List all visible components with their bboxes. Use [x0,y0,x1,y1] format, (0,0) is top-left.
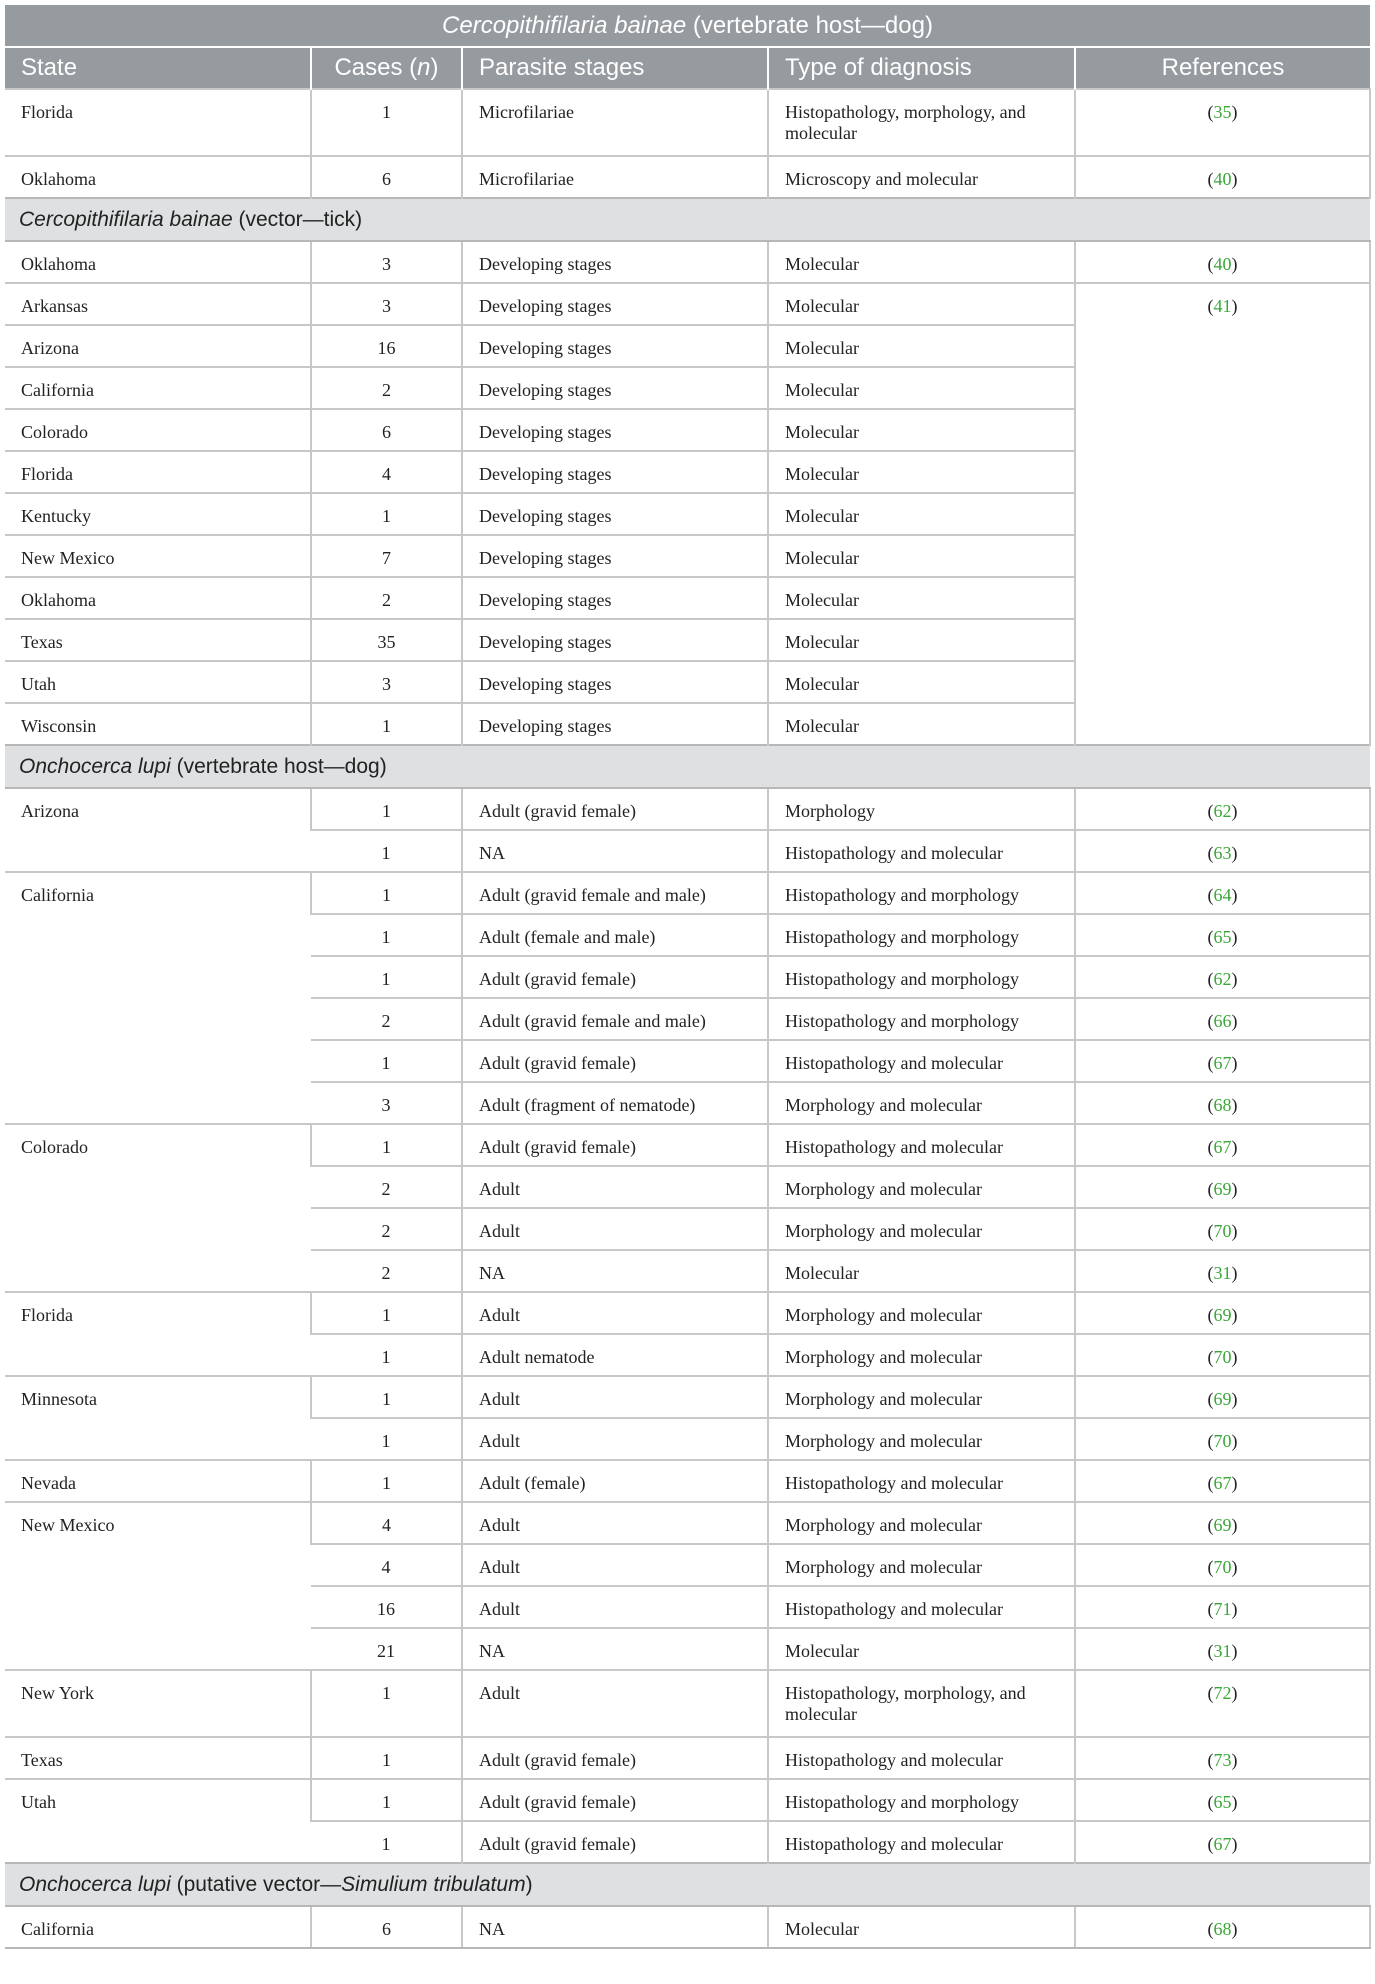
cell-diagnosis: Morphology and molecular [768,1082,1075,1124]
cell-diagnosis: Morphology and molecular [768,1208,1075,1250]
cell-diagnosis: Morphology and molecular [768,1166,1075,1208]
section-header-cb-tick [5,198,1370,241]
cell-cases: 2 [311,998,462,1040]
cell-cases: 6 [311,1906,462,1948]
cell-cases: 4 [311,1502,462,1544]
cell-cases: 1 [311,872,462,914]
cell-stage: Developing stages [462,451,768,493]
table-row [5,1779,1370,1821]
cell-state: New Mexico [5,1502,311,1670]
cell-state: Arizona [5,788,311,872]
cell-stage: Adult (gravid female) [462,1737,768,1779]
cell-reference: (66) [1075,998,1370,1040]
reference-link[interactable]: 69 [1213,1179,1232,1199]
cell-stage: Developing stages [462,241,768,283]
cell-stage: Developing stages [462,703,768,745]
cell-cases: 1 [311,830,462,872]
cell-stage: NA [462,830,768,872]
cell-reference: (70) [1075,1334,1370,1376]
reference-link[interactable]: 65 [1213,1792,1232,1812]
table-row [5,1292,1370,1334]
table-row [5,1502,1370,1544]
reference-link[interactable]: 64 [1213,885,1232,905]
reference-link[interactable]: 69 [1213,1389,1232,1409]
cell-diagnosis: Molecular [768,703,1075,745]
cell-stage: Adult (gravid female and male) [462,998,768,1040]
reference-link[interactable]: 72 [1213,1683,1232,1703]
table-row [5,1460,1370,1502]
reference-link[interactable]: 67 [1213,1834,1232,1854]
cell-diagnosis: Histopathology, morphology, and molecular [768,1670,1075,1737]
cell-stage: Adult [462,1670,768,1737]
cell-diagnosis: Morphology and molecular [768,1418,1075,1460]
cell-reference: (70) [1075,1544,1370,1586]
cell-reference: (64) [1075,872,1370,914]
cell-reference: (71) [1075,1586,1370,1628]
cell-state: Texas [5,1737,311,1779]
cell-cases: 1 [311,703,462,745]
reference-link[interactable]: 65 [1213,927,1232,947]
reference-link[interactable]: 68 [1213,1919,1232,1939]
cell-reference: (41) [1075,283,1370,745]
cell-reference: (62) [1075,788,1370,830]
table-row [5,1906,1370,1948]
reference-link[interactable]: 67 [1213,1053,1232,1073]
cell-state: Nevada [5,1460,311,1502]
table-title: Cercopithifilaria bainae (vertebrate host—dog) [5,5,1370,47]
cell-state: California [5,872,311,1124]
cell-cases: 1 [311,914,462,956]
cell-reference: (70) [1075,1208,1370,1250]
reference-link[interactable]: 70 [1213,1431,1232,1451]
section-title: Onchocerca lupi (vertebrate host—dog) [5,745,1370,788]
reference-link[interactable]: 40 [1213,254,1232,274]
cell-stage: Developing stages [462,619,768,661]
cell-reference: (35) [1075,89,1370,156]
cell-stage: Adult (gravid female and male) [462,872,768,914]
cell-stage: Developing stages [462,493,768,535]
cell-cases: 1 [311,1334,462,1376]
cell-diagnosis: Histopathology and molecular [768,1124,1075,1166]
cell-diagnosis: Morphology and molecular [768,1292,1075,1334]
cell-reference: (63) [1075,830,1370,872]
cell-cases: 6 [311,409,462,451]
reference-link[interactable]: 41 [1213,296,1232,316]
cell-diagnosis: Molecular [768,325,1075,367]
cell-state: Utah [5,661,311,703]
data-table-container [5,5,1370,1949]
reference-link[interactable]: 69 [1213,1515,1232,1535]
cell-stage: Developing stages [462,535,768,577]
cell-cases: 1 [311,1779,462,1821]
cell-state: California [5,1906,311,1948]
cell-state: Minnesota [5,1376,311,1460]
cell-reference: (40) [1075,241,1370,283]
cell-reference: (65) [1075,1779,1370,1821]
cell-diagnosis: Molecular [768,1250,1075,1292]
cell-reference: (68) [1075,1082,1370,1124]
reference-link[interactable]: 71 [1213,1599,1232,1619]
cell-diagnosis: Molecular [768,241,1075,283]
cell-stage: Adult [462,1544,768,1586]
cell-stage: Adult (gravid female) [462,1124,768,1166]
cell-cases: 3 [311,661,462,703]
reference-link[interactable]: 40 [1213,169,1232,189]
cell-diagnosis: Morphology and molecular [768,1502,1075,1544]
cell-reference: (67) [1075,1124,1370,1166]
cell-stage: Adult (gravid female) [462,1040,768,1082]
cell-stage: NA [462,1906,768,1948]
cell-diagnosis: Histopathology and molecular [768,1737,1075,1779]
section-header-ol-vector [5,1863,1370,1906]
table-row [5,241,1370,283]
cell-cases: 2 [311,1208,462,1250]
table-row [5,1124,1370,1166]
col-header-parasite-stages: Parasite stages [462,47,768,89]
section-header-ol-dog [5,745,1370,788]
cell-state: California [5,367,311,409]
cell-state: Oklahoma [5,156,311,198]
table-row [5,1737,1370,1779]
table-row [5,788,1370,830]
cell-reference: (31) [1075,1628,1370,1670]
reference-link[interactable]: 73 [1213,1750,1232,1770]
cell-state: Florida [5,451,311,493]
cell-diagnosis: Histopathology and morphology [768,872,1075,914]
cell-cases: 1 [311,1040,462,1082]
cell-cases: 1 [311,1670,462,1737]
cell-cases: 16 [311,1586,462,1628]
reference-link[interactable]: 70 [1213,1347,1232,1367]
cell-diagnosis: Histopathology and morphology [768,956,1075,998]
cell-state: New York [5,1670,311,1737]
reference-link[interactable]: 62 [1213,801,1232,821]
cell-cases: 3 [311,283,462,325]
cell-diagnosis: Molecular [768,283,1075,325]
cell-reference: (31) [1075,1250,1370,1292]
cell-diagnosis: Molecular [768,409,1075,451]
cell-state: Colorado [5,1124,311,1292]
cell-cases: 4 [311,451,462,493]
cell-state: Texas [5,619,311,661]
cell-diagnosis: Morphology and molecular [768,1376,1075,1418]
cell-reference: (69) [1075,1502,1370,1544]
cell-diagnosis: Molecular [768,1628,1075,1670]
cell-stage: Developing stages [462,409,768,451]
cell-diagnosis: Histopathology and morphology [768,1779,1075,1821]
col-header-references: References [1075,47,1370,89]
cell-stage: Microfilariae [462,89,768,156]
cell-reference: (65) [1075,914,1370,956]
table-row [5,1376,1370,1418]
cell-reference: (73) [1075,1737,1370,1779]
cell-diagnosis: Histopathology and molecular [768,1821,1075,1863]
cell-cases: 4 [311,1544,462,1586]
section-title: Onchocerca lupi (putative vector—Simulium tribulatum) [5,1863,1370,1906]
cell-cases: 16 [311,325,462,367]
cell-cases: 2 [311,367,462,409]
cell-cases: 1 [311,1737,462,1779]
cell-stage: Adult [462,1586,768,1628]
cell-diagnosis: Histopathology and molecular [768,830,1075,872]
cell-cases: 1 [311,788,462,830]
cell-state: Florida [5,89,311,156]
cell-cases: 3 [311,1082,462,1124]
cell-reference: (62) [1075,956,1370,998]
cell-stage: Adult [462,1418,768,1460]
table-title-row [5,5,1370,47]
cell-cases: 3 [311,241,462,283]
cell-diagnosis: Histopathology and molecular [768,1040,1075,1082]
cell-cases: 1 [311,1821,462,1863]
cell-cases: 1 [311,956,462,998]
cell-cases: 1 [311,1418,462,1460]
cell-state: Oklahoma [5,577,311,619]
cell-stage: Developing stages [462,577,768,619]
reference-link[interactable]: 68 [1213,1095,1232,1115]
cell-diagnosis: Histopathology and morphology [768,914,1075,956]
reference-link[interactable]: 63 [1213,843,1232,863]
cell-diagnosis: Morphology [768,788,1075,830]
cell-state: Colorado [5,409,311,451]
cell-stage: Adult (female and male) [462,914,768,956]
cell-diagnosis: Molecular [768,661,1075,703]
reference-link[interactable]: 70 [1213,1221,1232,1241]
cell-cases: 1 [311,1124,462,1166]
cell-cases: 7 [311,535,462,577]
cell-stage: Adult (gravid female) [462,1779,768,1821]
cell-diagnosis: Morphology and molecular [768,1334,1075,1376]
cell-cases: 1 [311,493,462,535]
cell-diagnosis: Histopathology and molecular [768,1460,1075,1502]
cell-cases: 1 [311,89,462,156]
cell-stage: Adult (gravid female) [462,788,768,830]
cell-cases: 21 [311,1628,462,1670]
cell-stage: Adult (gravid female) [462,956,768,998]
cell-cases: 6 [311,156,462,198]
cell-reference: (69) [1075,1292,1370,1334]
cell-stage: Adult [462,1376,768,1418]
table-row [5,156,1370,198]
cell-diagnosis: Molecular [768,451,1075,493]
cell-diagnosis: Histopathology, morphology, and molecular [768,89,1075,156]
cell-reference: (69) [1075,1376,1370,1418]
cell-diagnosis: Molecular [768,535,1075,577]
cell-state: Oklahoma [5,241,311,283]
cell-stage: Developing stages [462,325,768,367]
reference-link[interactable]: 67 [1213,1473,1232,1493]
cell-diagnosis: Molecular [768,367,1075,409]
cell-state: Arkansas [5,283,311,325]
cell-diagnosis: Molecular [768,493,1075,535]
cell-diagnosis: Microscopy and molecular [768,156,1075,198]
cell-cases: 1 [311,1460,462,1502]
table-row [5,89,1370,156]
reference-link[interactable]: 31 [1213,1641,1232,1661]
section-title: Cercopithifilaria bainae (vector—tick) [5,198,1370,241]
cell-diagnosis: Morphology and molecular [768,1544,1075,1586]
col-header-state: State [5,47,311,89]
cell-stage: Developing stages [462,367,768,409]
cell-reference: (67) [1075,1040,1370,1082]
col-header-diagnosis: Type of diagnosis [768,47,1075,89]
reference-link[interactable]: 66 [1213,1011,1232,1031]
reference-link[interactable]: 62 [1213,969,1232,989]
cell-state: New Mexico [5,535,311,577]
cell-state: Wisconsin [5,703,311,745]
cell-stage: Adult [462,1292,768,1334]
cell-cases: 2 [311,1166,462,1208]
cell-state: Florida [5,1292,311,1376]
reference-link[interactable]: 31 [1213,1263,1232,1283]
col-header-cases: Cases (n) [311,47,462,89]
cell-diagnosis: Histopathology and molecular [768,1586,1075,1628]
reference-link[interactable]: 69 [1213,1305,1232,1325]
cell-reference: (67) [1075,1821,1370,1863]
cell-stage: Adult (female) [462,1460,768,1502]
cell-reference: (70) [1075,1418,1370,1460]
cell-stage: Adult (fragment of nematode) [462,1082,768,1124]
cell-reference: (40) [1075,156,1370,198]
reference-link[interactable]: 67 [1213,1137,1232,1157]
cell-stage: Adult [462,1502,768,1544]
cell-diagnosis: Histopathology and morphology [768,998,1075,1040]
cell-reference: (67) [1075,1460,1370,1502]
cell-stage: Adult [462,1166,768,1208]
cell-diagnosis: Molecular [768,577,1075,619]
table-row [5,1670,1370,1737]
cell-cases: 35 [311,619,462,661]
cell-reference: (68) [1075,1906,1370,1948]
cell-state: Arizona [5,325,311,367]
reference-link[interactable]: 70 [1213,1557,1232,1577]
cell-state: Utah [5,1779,311,1863]
cell-diagnosis: Molecular [768,1906,1075,1948]
cell-reference: (72) [1075,1670,1370,1737]
cell-stage: Adult nematode [462,1334,768,1376]
cell-stage: Adult [462,1208,768,1250]
table-row [5,283,1370,325]
cell-cases: 2 [311,577,462,619]
cell-diagnosis: Molecular [768,619,1075,661]
cell-cases: 2 [311,1250,462,1292]
table-row [5,872,1370,914]
cell-stage: Adult (gravid female) [462,1821,768,1863]
cell-stage: Developing stages [462,283,768,325]
cell-cases: 1 [311,1292,462,1334]
cell-stage: NA [462,1628,768,1670]
cell-stage: Microfilariae [462,156,768,198]
parasite-cases-table [5,5,1371,1949]
cell-state: Kentucky [5,493,311,535]
cell-cases: 1 [311,1376,462,1418]
cell-stage: Developing stages [462,661,768,703]
cell-reference: (69) [1075,1166,1370,1208]
table-header-row [5,47,1370,89]
reference-link[interactable]: 35 [1213,102,1232,122]
cell-stage: NA [462,1250,768,1292]
